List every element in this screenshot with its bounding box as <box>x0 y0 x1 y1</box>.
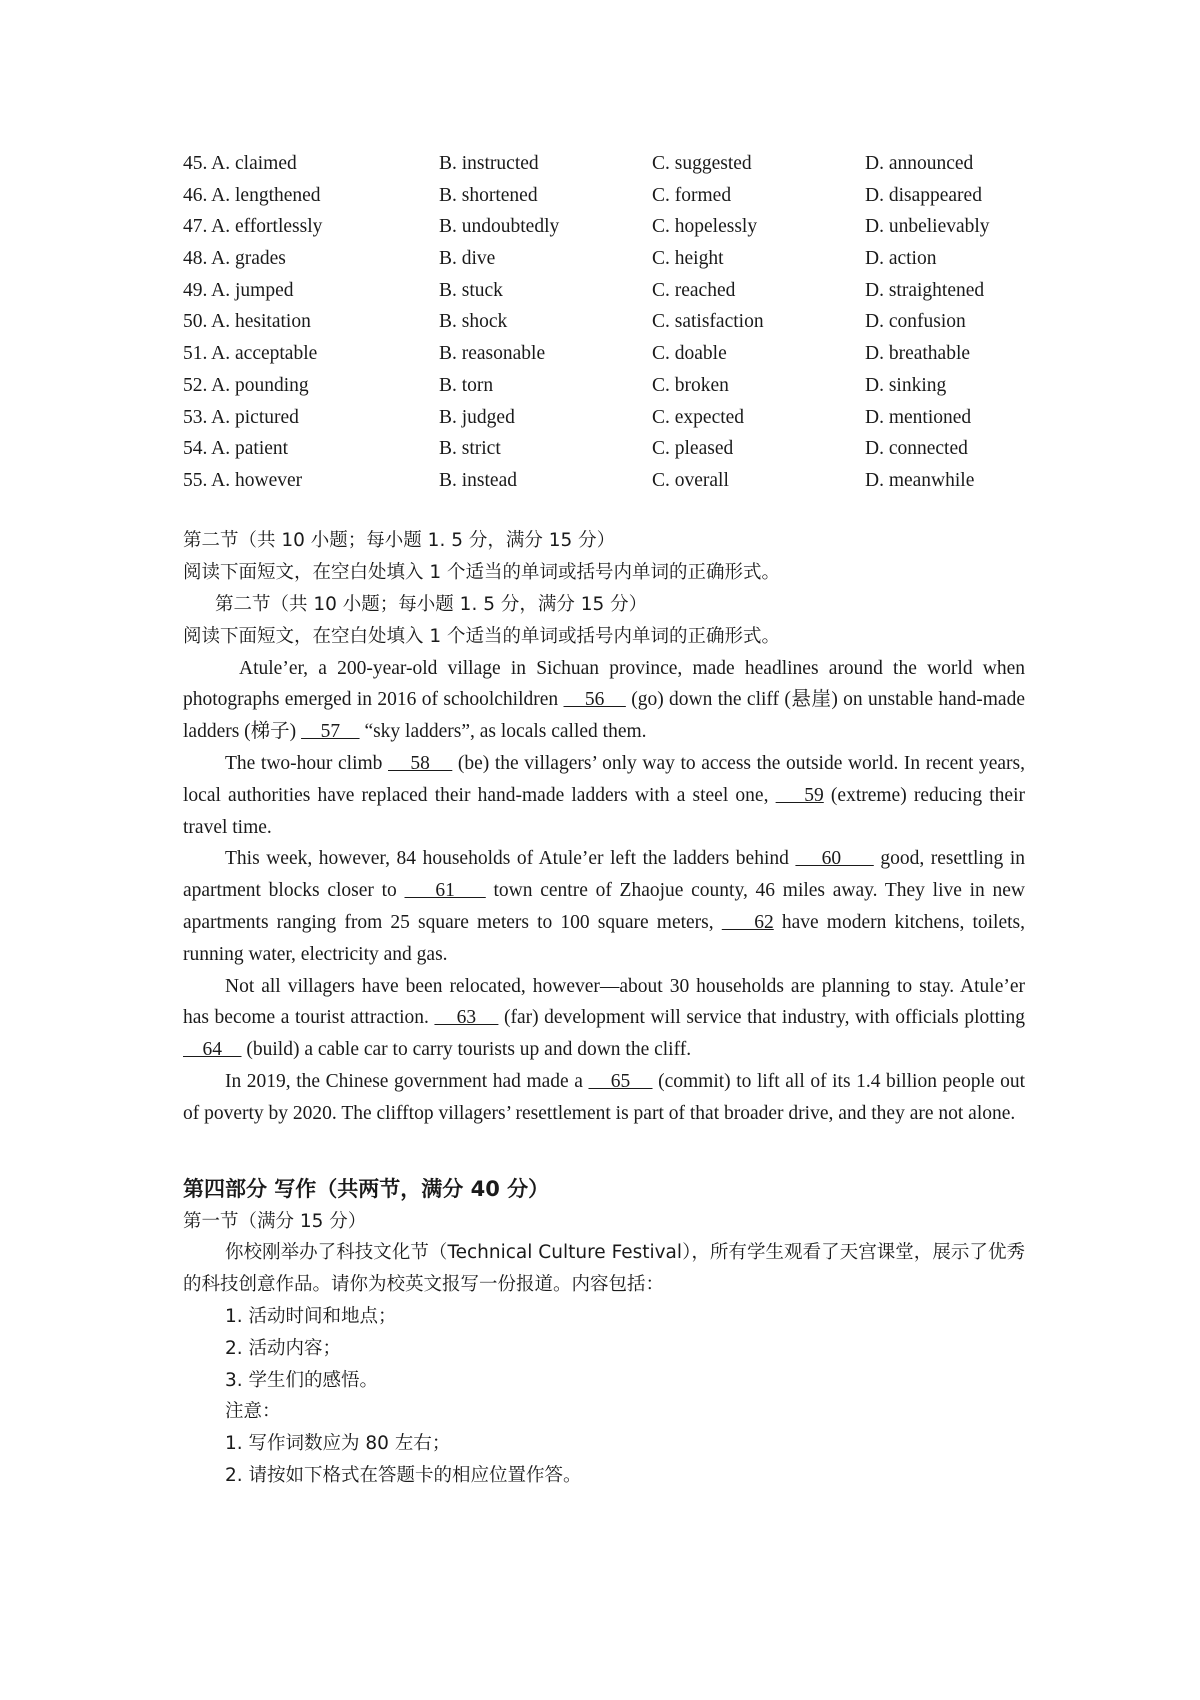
option-a: 53. A. pictured <box>183 406 299 428</box>
cloze-passage <box>183 653 1025 1130</box>
note-item: 2. 请按如下格式在答题卡的相应位置作答。 <box>225 1464 582 1486</box>
note-item: 1. 写作词数应为 80 左右； <box>225 1433 451 1455</box>
passage-text: have modern kitchens, toilets, running water, electricity and gas. <box>183 911 1026 965</box>
option-b: B. shortened <box>439 184 538 206</box>
option-d: D. mentioned <box>865 406 972 428</box>
option-row <box>183 465 1025 497</box>
option-d: D. sinking <box>865 374 947 396</box>
option-row <box>183 180 1025 212</box>
passage-text: The two-hour climb <box>225 752 389 774</box>
option-b: B. reasonable <box>439 343 546 365</box>
option-row <box>183 275 1025 307</box>
blank-63: 63 <box>434 1007 499 1029</box>
blank-64: 64 <box>183 1039 242 1061</box>
option-b: B. instructed <box>439 153 539 174</box>
option-b: B. instead <box>439 469 517 491</box>
option-d: D. meanwhile <box>865 469 975 491</box>
option-a: 54. A. patient <box>183 438 289 460</box>
passage-text: This week, however, 84 households of Atule’er left the ladders behind <box>225 848 796 870</box>
option-a: 46. A. lengthened <box>183 184 321 206</box>
option-row <box>183 433 1025 465</box>
option-a: 52. A. pounding <box>183 374 309 396</box>
passage-text: Atule’er, a 200-year-old village in Sichuan province, made headlines around the world when photographs emerged in 2016 of schoolchildren <box>183 657 1025 711</box>
passage-paragraph <box>183 843 1025 970</box>
blank-61: 61 <box>404 880 486 902</box>
option-c: C. reached <box>652 279 736 301</box>
passage-paragraph <box>183 653 1025 748</box>
option-c: C. height <box>652 248 724 270</box>
options-table <box>183 148 1025 497</box>
section-heading: 第二节（共 10 小题；每小题 1. 5 分，满分 15 分） <box>215 593 648 615</box>
passage-text: In 2019, the Chinese government had made a <box>225 1070 589 1092</box>
option-row <box>183 243 1025 275</box>
section-heading: 第一节（满分 15 分） <box>183 1210 367 1232</box>
passage-text: (extreme) reducing their travel time. <box>183 784 1025 838</box>
section-instruction: 阅读下面短文，在空白处填入 1 个适当的单词或括号内单词的正确形式。 <box>183 625 781 647</box>
content-item: 3. 学生们的感悟。 <box>225 1369 379 1391</box>
option-d: D. connected <box>865 438 968 460</box>
section-instruction: 阅读下面短文，在空白处填入 1 个适当的单词或括号内单词的正确形式。 <box>183 561 781 583</box>
blank-59: 59 <box>775 784 824 806</box>
option-c: C. hopelessly <box>652 216 758 238</box>
content-item: 1. 活动时间和地点； <box>225 1305 397 1327</box>
part-4-title: 第四部分 写作（共两节，满分 40 分） <box>183 1176 550 1201</box>
option-b: B. dive <box>439 248 496 270</box>
option-a: 47. A. effortlessly <box>183 216 323 238</box>
blank-60: 60 <box>795 848 874 870</box>
option-c: C. suggested <box>652 153 752 174</box>
option-b: B. torn <box>439 374 494 396</box>
blank-57: 57 <box>301 721 360 743</box>
option-d: D. unbelievably <box>865 216 990 238</box>
option-c: C. expected <box>652 406 745 428</box>
option-a: 48. A. grades <box>183 248 286 270</box>
option-b: B. shock <box>439 311 508 333</box>
passage-text: “sky ladders”, as locals called them. <box>359 721 647 743</box>
option-a: 49. A. jumped <box>183 279 294 301</box>
option-a: 55. A. however <box>183 469 303 491</box>
option-c: C. formed <box>652 184 732 206</box>
option-d: D. confusion <box>865 311 966 333</box>
option-d: D. announced <box>865 153 974 174</box>
option-b: B. undoubtedly <box>439 216 560 238</box>
option-row <box>183 306 1025 338</box>
option-c: C. satisfaction <box>652 311 764 333</box>
blank-62: 62 <box>721 911 774 933</box>
option-d: D. straightened <box>865 279 985 301</box>
note-label: 注意： <box>225 1401 281 1423</box>
passage-text: town centre of Zhaojue county, 46 miles away. They live in new apartments ranging from 25 square meters to 100 square meters, <box>183 880 1025 933</box>
exam-page <box>183 148 1025 1492</box>
option-d: D. disappeared <box>865 184 982 206</box>
blank-65: 65 <box>588 1070 653 1092</box>
option-d: D. breathable <box>865 343 971 365</box>
option-row <box>183 370 1025 402</box>
option-b: B. judged <box>439 406 515 428</box>
passage-paragraph <box>183 971 1025 1066</box>
option-row <box>183 338 1025 370</box>
passage-text: (far) development will service that industry, with officials plotting <box>498 1007 1026 1029</box>
option-c: C. doable <box>652 343 727 365</box>
passage-text: Not all villagers have been relocated, however—about 30 households are planning to stay. Atule’er has become a tourist attraction. <box>183 975 1025 1029</box>
option-b: B. strict <box>439 438 501 460</box>
writing-prompt: 你校刚举办了科技文化节（Technical Culture Festival），所有学生观看了天宫课堂，展示了优秀的科技创意作品。请你为校英文报写一份报道。内容包括： <box>183 1242 1025 1296</box>
option-row <box>183 402 1025 434</box>
option-a: 51. A. acceptable <box>183 343 318 365</box>
option-a: 50. A. hesitation <box>183 311 311 333</box>
blank-58: 58 <box>388 752 453 774</box>
option-c: C. overall <box>652 469 729 491</box>
section-heading: 第二节（共 10 小题；每小题 1. 5 分，满分 15 分） <box>183 529 616 551</box>
content-item: 2. 活动内容； <box>225 1337 342 1359</box>
option-b: B. stuck <box>439 279 503 301</box>
writing-section <box>183 1206 1025 1492</box>
option-row <box>183 211 1025 243</box>
option-a: 45. A. claimed <box>183 153 297 174</box>
option-c: C. broken <box>652 374 729 396</box>
section-2-header <box>183 525 1025 653</box>
option-row <box>183 148 1025 180</box>
passage-paragraph <box>183 748 1025 843</box>
blank-56: 56 <box>563 689 626 711</box>
passage-text: (commit) to lift all of its 1.4 billion people out of poverty by 2020. The clifftop villagers’ resettlement is part of that broader drive, and they are not alone. <box>183 1070 1026 1124</box>
passage-text: (be) the villagers’ only way to access the outside world. In recent years, local authorities have replaced their hand-made ladders with a steel one, <box>183 752 1026 806</box>
passage-text: (go) down the cliff (悬崖) on unstable hand-made ladders (梯子) <box>183 689 1025 743</box>
passage-text: (build) a cable car to carry tourists up and down the cliff. <box>241 1039 692 1061</box>
option-c: C. pleased <box>652 438 734 460</box>
passage-paragraph <box>183 1066 1025 1130</box>
option-d: D. action <box>865 248 937 270</box>
passage-text: good, resettling in apartment blocks closer to <box>183 848 1026 902</box>
